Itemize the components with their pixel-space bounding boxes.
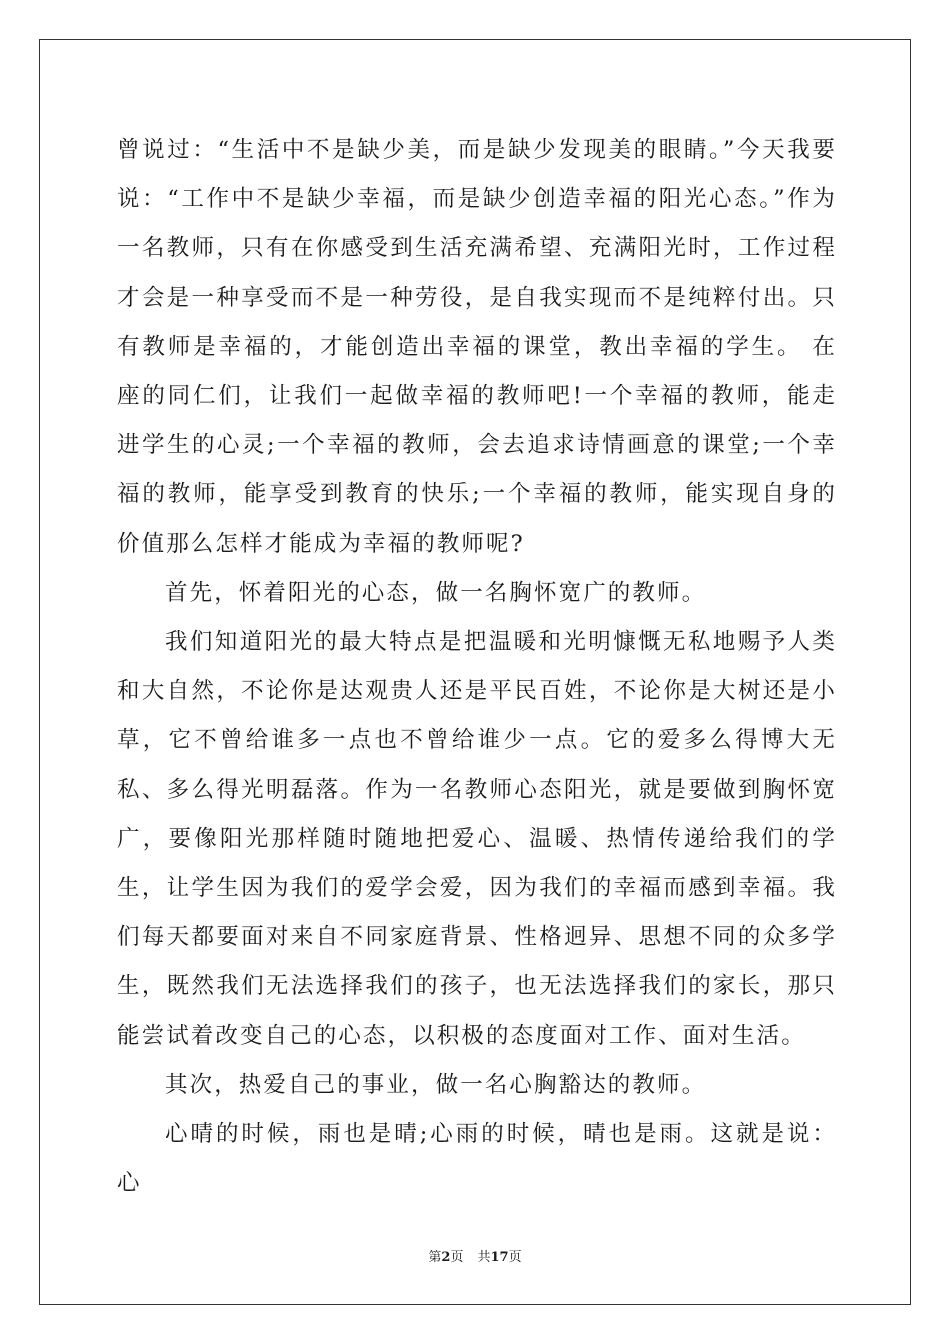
page-number: 2 <box>441 1250 451 1265</box>
paragraph-5: 心晴的时候，雨也是晴;心雨的时候，晴也是雨。这就是说：心 <box>117 1121 837 1197</box>
total-prefix: 共 <box>477 1250 491 1265</box>
paragraph-4-heading-second: 其次，热爱自己的事业，做一名心胸豁达的教师。 <box>165 1071 707 1098</box>
page-footer <box>0 1246 950 1265</box>
document-body <box>117 126 837 1208</box>
total-suffix: 页 <box>508 1250 522 1265</box>
paragraph-3: 我们知道阳光的最大特点是把温暖和光明慷慨无私地赐予人类和大自然，不论你是达观贵人还是平民百姓，不论你是大树还是小草，它不曾给谁多一点也不曾给谁少一点。它的爱多么得博大无私、多么得光明磊落。作为一名教师心态阳光，就是要做到胸怀宽广，要像阳光那样随时随地把爱心、温暖、热情传递给我们的学生，让学生因为我们的爱学会爱，因为我们的幸福而感到幸福。我们每天都要面对来自不同家庭背景、性格迥异、思想不同的众多学生，既然我们无法选择我们的孩子，也无法选择我们的家长，那只能尝试着改变自己的心态，以积极的态度面对工作、面对生活。 <box>117 629 837 1049</box>
paragraph-2-heading-first: 首先，怀着阳光的心态，做一名胸怀宽广的教师。 <box>165 579 707 606</box>
page-prefix: 第 <box>428 1250 442 1265</box>
page-suffix: 页 <box>450 1250 464 1265</box>
paragraph-1: 曾说过：“生活中不是缺少美，而是缺少发现美的眼睛。”今天我要说：“工作中不是缺少幸福，而是缺少创造幸福的阳光心态。”作为一名教师，只有在你感受到生活充满希望、充满阳光时，工作过程才会是一种享受而不是一种劳役，是自我实现而不是纯粹付出。只有教师是幸福的，才能创造出幸福的课堂，教出幸福的学生。 在座的同仁们，让我们一起做幸福的教师吧!一个幸福的教师，能走进学生的心灵;一个幸福的教师，会去追求诗情画意的课堂;一个幸福的教师，能享受到教育的快乐;一个幸福的教师，能实现自身的价值那么怎样才能成为幸福的教师呢? <box>117 137 837 557</box>
total-pages: 17 <box>490 1250 509 1265</box>
